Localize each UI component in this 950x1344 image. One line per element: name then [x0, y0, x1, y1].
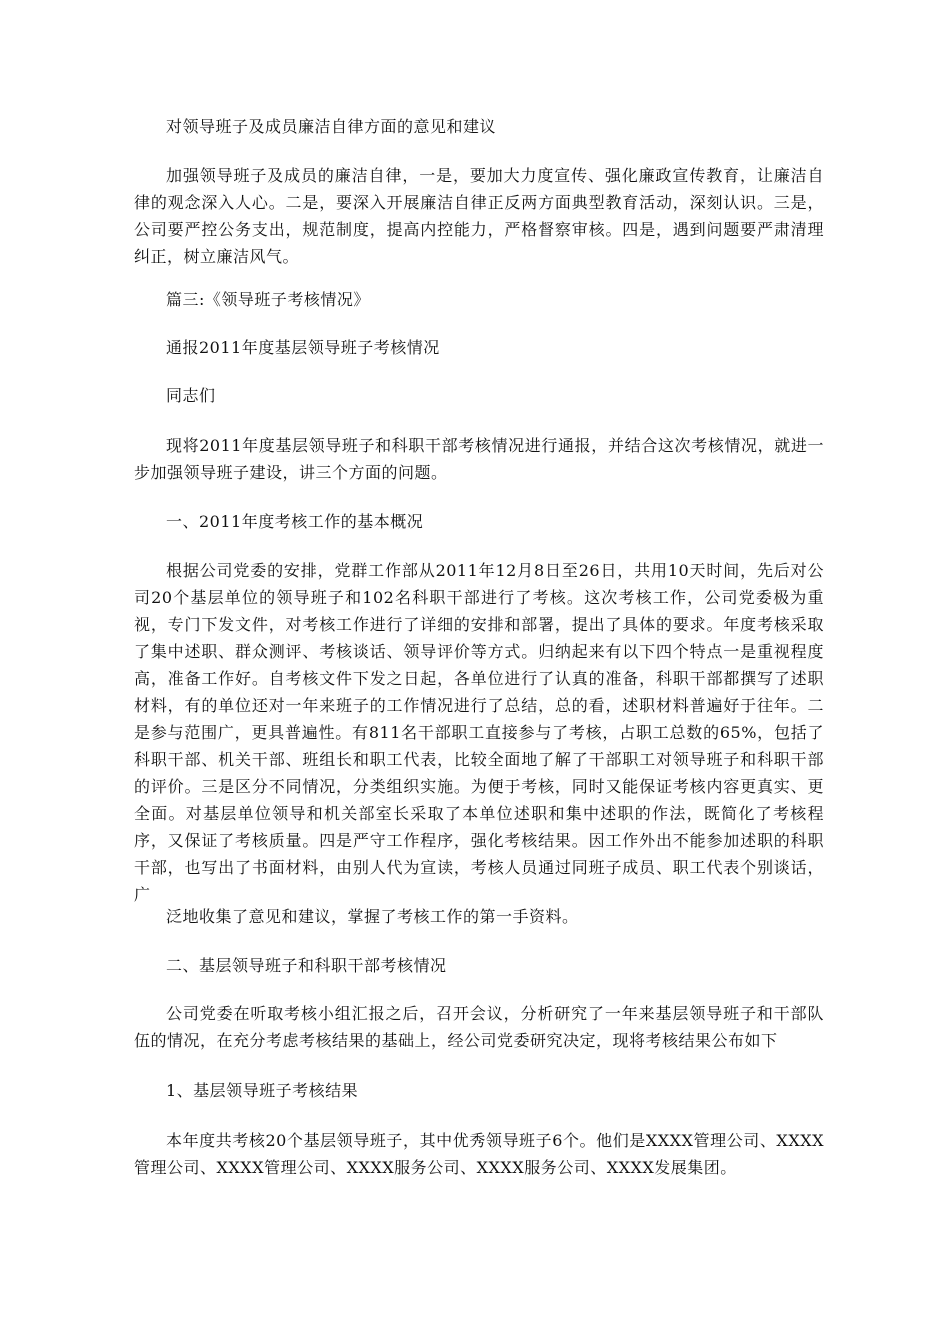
section-heading: 篇三:《领导班子考核情况》	[166, 290, 370, 309]
section-heading: 一、2011年度考核工作的基本概况	[166, 512, 424, 531]
paragraph: 现将2011年度基层领导班子和科职干部考核情况进行通报，并结合这次考核情况，就进一步加强领导班子建设，讲三个方面的问题。	[134, 436, 824, 482]
section-heading: 1、基层领导班子考核结果	[166, 1081, 359, 1100]
paragraph: 加强领导班子及成员的廉洁自律，一是，要加大力度宣传、强化廉政宣传教育，让廉洁自律的观念深入人心。二是，要深入开展廉洁自律正反两方面典型教育活动，深刻认识。三是，公司要严控公务支出，规范制度，提高内控能力，严格督察审核。四是，遇到问题要严肃清理纠正，树立廉洁风气。	[134, 166, 824, 266]
paragraph: 泛地收集了意见和建议，掌握了考核工作的第一手资料。	[166, 907, 579, 926]
section-heading: 对领导班子及成员廉洁自律方面的意见和建议	[166, 117, 497, 136]
section-heading: 通报2011年度基层领导班子考核情况	[166, 338, 440, 357]
section-heading: 二、基层领导班子和科职干部考核情况	[166, 956, 447, 975]
salutation: 同志们	[166, 386, 216, 405]
paragraph: 本年度共考核20个基层领导班子，其中优秀领导班子6个。他们是XXXX管理公司、XXXX管理公司、XXXX管理公司、XXXX服务公司、XXXX服务公司、XXXX发展集团。	[134, 1131, 824, 1177]
paragraph: 公司党委在听取考核小组汇报之后，召开会议，分析研究了一年来基层领导班子和干部队伍的情况，在充分考虑考核结果的基础上，经公司党委研究决定，现将考核结果公布如下	[134, 1004, 824, 1050]
paragraph: 根据公司党委的安排，党群工作部从2011年12月8日至26日，共用10天时间，先后对公司20个基层单位的领导班子和102名科职干部进行了考核。这次考核工作，公司党委极为重视，专门下发文件，对考核工作进行了详细的安排和部署，提出了具体的要求。年度考核采取了集中述职、群众测评、考核谈话、领导评价等方式。归纳起来有以下四个特点一是重视程度高，准备工作好。自考核文件下发之日起，各单位进行了认真的准备，科职干部都撰写了述职材料，有的单位还对一年来班子的工作情况进行了总结，总的看，述职材料普遍好于往年。二是参与范围广，更具普遍性。有811名干部职工直接参与了考核，占职工总数的65%，包括了科职干部、机关干部、班组长和职工代表，比较全面地了解了干部职工对领导班子和科职干部的评价。三是区分不同情况，分类组织实施。为便于考核，同时又能保证考核内容更真实、更全面。对基层单位领导和机关部室长采取了本单位述职和集中述职的作法，既简化了考核程序，又保证了考核质量。四是严守工作程序，强化考核结果。因工作外出不能参加述职的科职干部，也写出了书面材料，由别人代为宣读，考核人员通过同班子成员、职工代表个别谈话，广	[134, 561, 824, 904]
